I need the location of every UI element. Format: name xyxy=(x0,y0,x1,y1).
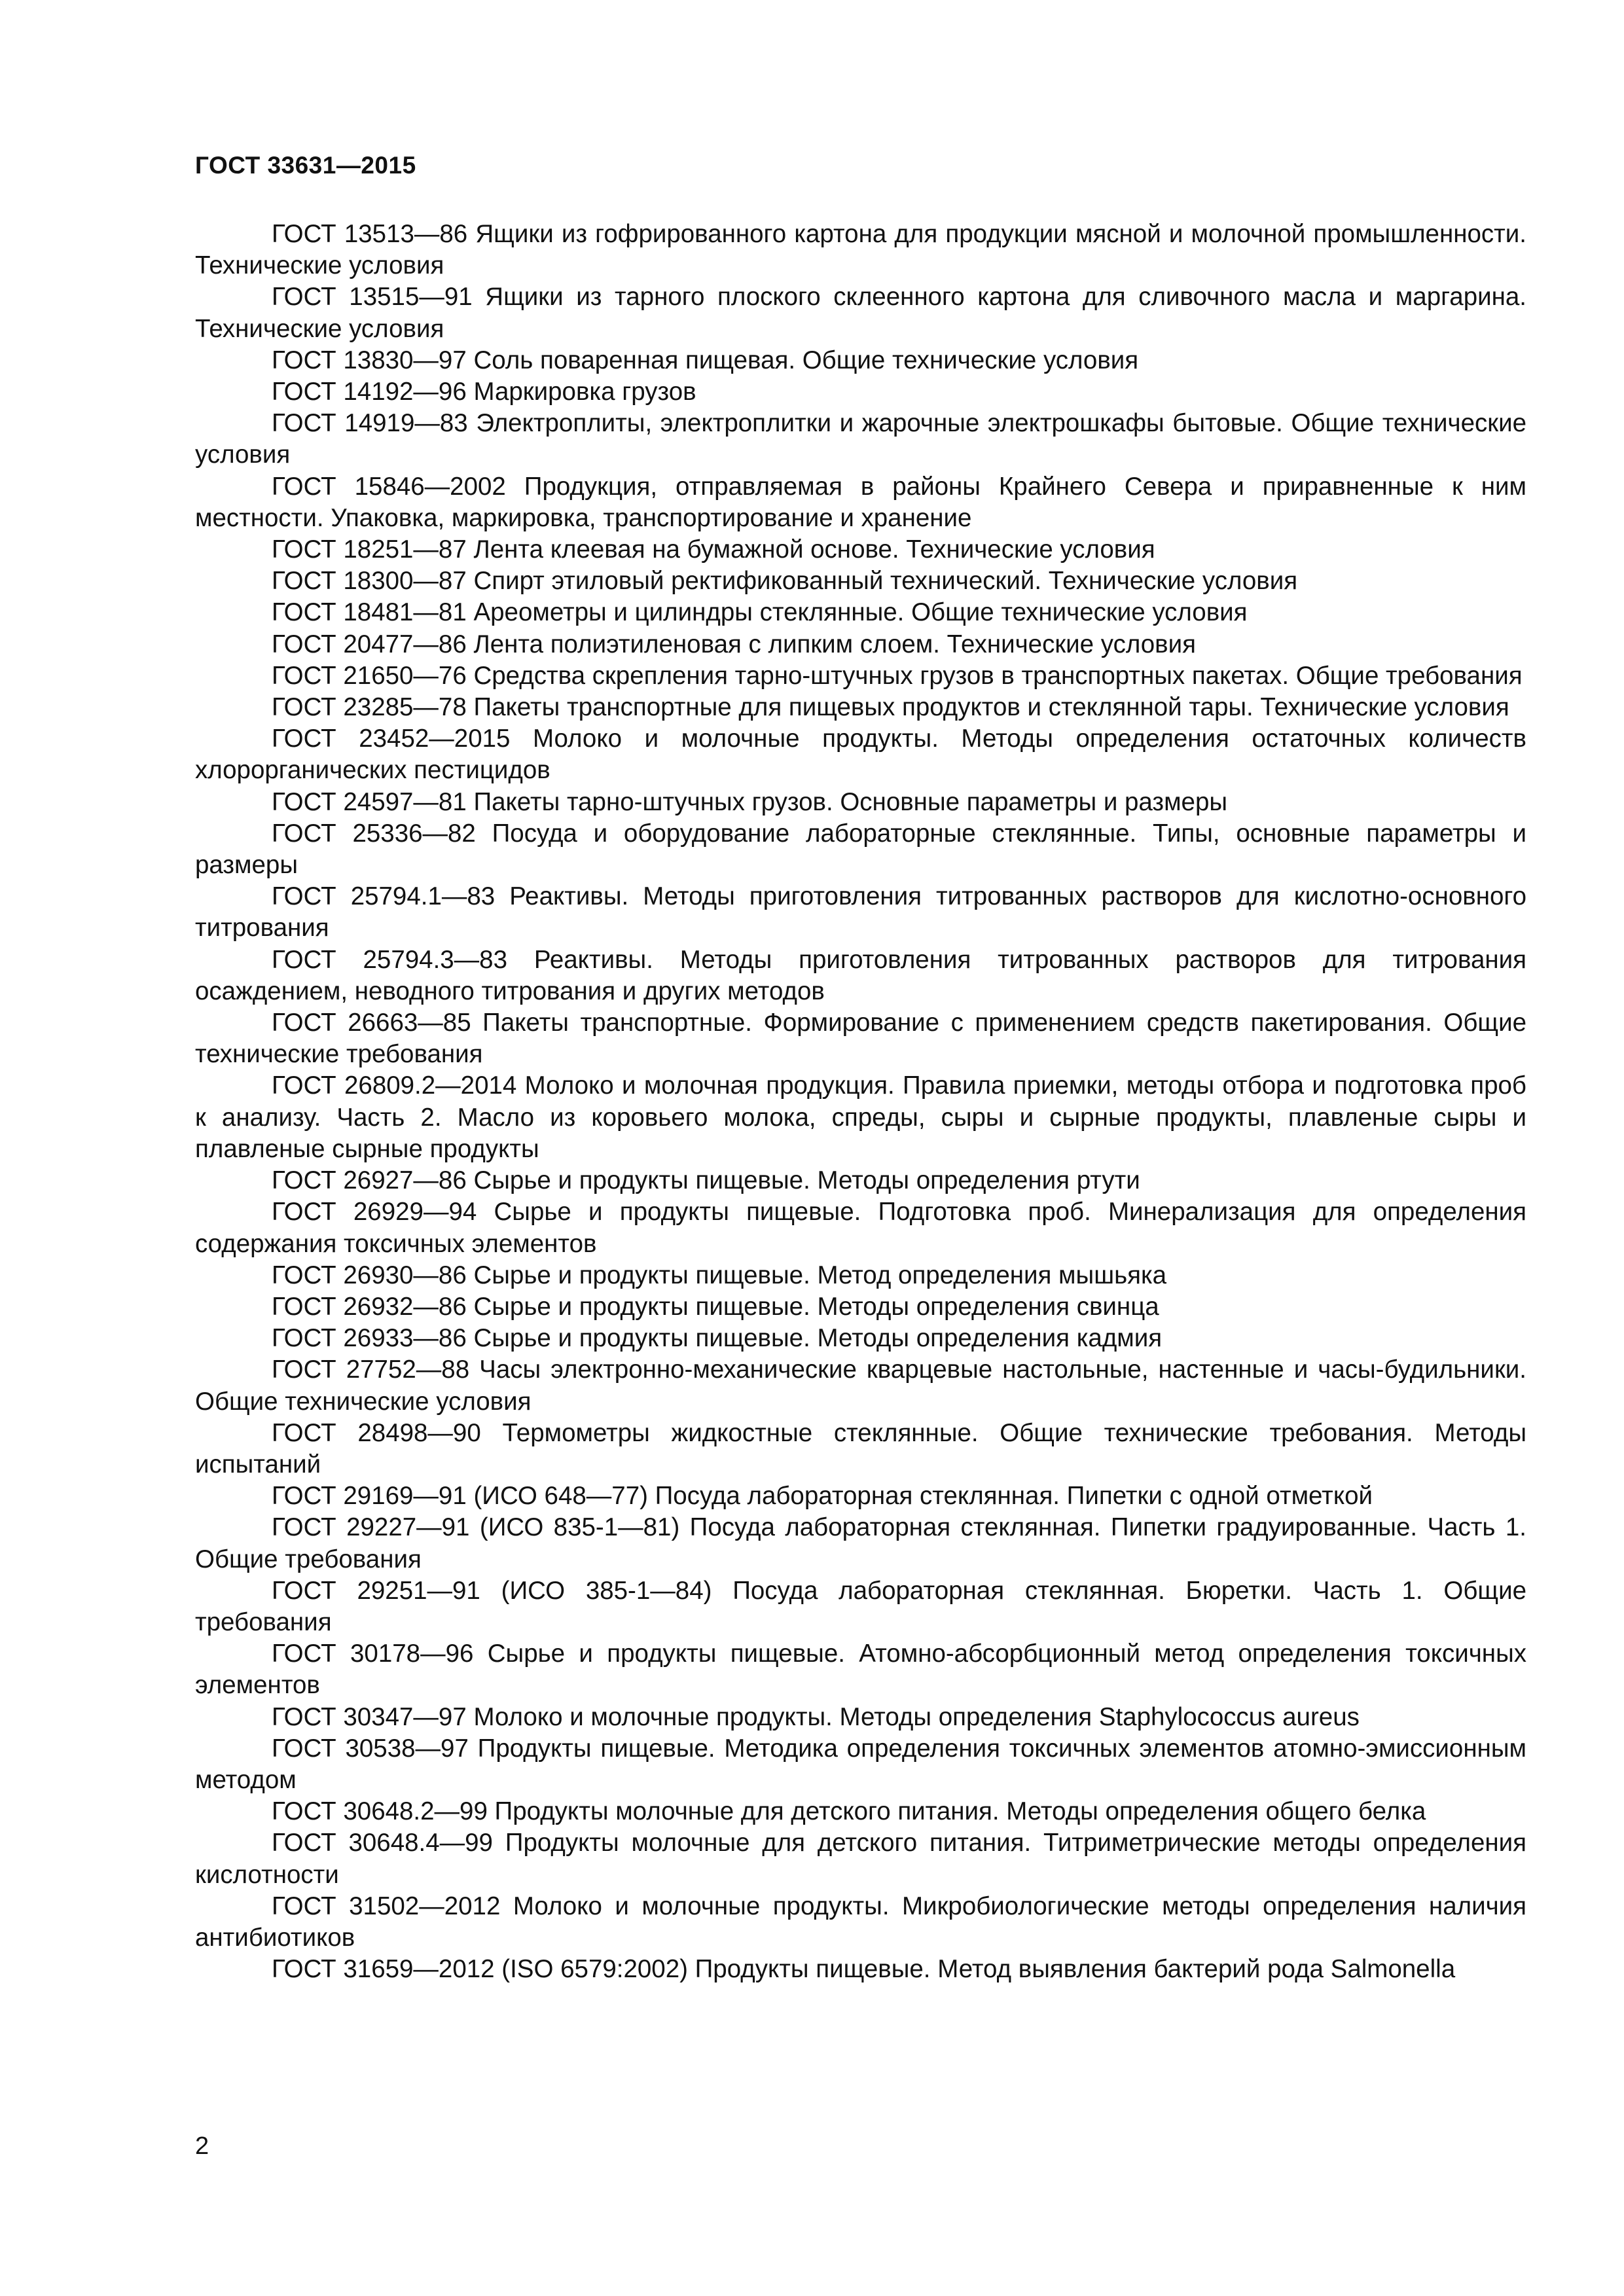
reference-item: ГОСТ 14192—96 Маркировка грузов xyxy=(272,378,696,406)
reference-item: ГОСТ 18251—87 Лента клеевая на бумажной основе. Технические условия xyxy=(272,535,1155,564)
reference-item: ГОСТ 25336—82 Посуда и оборудование лабораторные стеклянные. Типы, основные параметры и размеры xyxy=(195,819,1526,880)
reference-item: ГОСТ 31659—2012 (ISO 6579:2002) Продукты пищевые. Метод выявления бактерий рода Salmonella xyxy=(272,1955,1456,1984)
reference-item: ГОСТ 29251—91 (ИСО 385-1—84) Посуда лабораторная стеклянная. Бюретки. Часть 1. Общие требования xyxy=(195,1576,1526,1636)
reference-item: ГОСТ 26663—85 Пакеты транспортные. Формирование с применением средств пакетирования. Общие технические требования xyxy=(195,1009,1526,1069)
reference-item: ГОСТ 15846—2002 Продукция, отправляемая в районы Крайнего Севера и приравненные к ним местности. Упаковка, маркировка, транспортирование и хранение xyxy=(195,472,1526,532)
reference-item: ГОСТ 13830—97 Соль поваренная пищевая. Общие технические условия xyxy=(272,346,1139,374)
reference-item: ГОСТ 30648.4—99 Продукты молочные для детского питания. Титриметрические методы определения кислотности xyxy=(195,1829,1526,1889)
reference-item: ГОСТ 27752—88 Часы электронно-механические кварцевые настольные, настенные и часы-будильники. Общие технические условия xyxy=(195,1355,1526,1416)
reference-item: ГОСТ 26927—86 Сырье и продукты пищевые. Методы определения ртути xyxy=(272,1166,1140,1195)
reference-item: ГОСТ 18481—81 Ареометры и цилиндры стеклянные. Общие технические условия xyxy=(272,598,1248,627)
reference-item: ГОСТ 25794.1—83 Реактивы. Методы приготовления титрованных растворов для кислотно-основного титрования xyxy=(195,882,1526,942)
reference-item: ГОСТ 26929—94 Сырье и продукты пищевые. Подготовка проб. Минерализация для определения содержания токсичных элементов xyxy=(195,1198,1526,1258)
reference-item: ГОСТ 29169—91 (ИСО 648—77) Посуда лабораторная стеклянная. Пипетки с одной отметкой xyxy=(272,1482,1373,1511)
reference-item: ГОСТ 25794.3—83 Реактивы. Методы приготовления титрованных растворов для титрования осаждением, неводного титрования и других методов xyxy=(195,945,1526,1005)
reference-item: ГОСТ 23452—2015 Молоко и молочные продукты. Методы определения остаточных количеств хлорорганических пестицидов xyxy=(195,725,1526,785)
reference-item: ГОСТ 30347—97 Молоко и молочные продукты. Методы определения Staphylococcus aureus xyxy=(272,1702,1360,1731)
reference-item: ГОСТ 18300—87 Спирт этиловый ректификованный технический. Технические условия xyxy=(272,567,1298,596)
reference-item: ГОСТ 30178—96 Сырье и продукты пищевые. Атомно-абсорбционный метод определения токсичных элементов xyxy=(195,1640,1526,1700)
reference-item: ГОСТ 28498—90 Термометры жидкостные стеклянные. Общие технические требования. Методы испытаний xyxy=(195,1418,1526,1479)
reference-item: ГОСТ 29227—91 (ИСО 835-1—81) Посуда лабораторная стеклянная. Пипетки градуированные. Часть 1. Общие требования xyxy=(195,1513,1526,1573)
reference-item: ГОСТ 13515—91 Ящики из тарного плоского склеенного картона для сливочного масла и маргарина. Технические условия xyxy=(195,283,1526,343)
reference-item: ГОСТ 30648.2—99 Продукты молочные для детского питания. Методы определения общего белка xyxy=(272,1797,1426,1826)
reference-item: ГОСТ 26809.2—2014 Молоко и молочная продукция. Правила приемки, методы отбора и подготовка проб к анализу. Часть 2. Масло из коровьего молока, спреды, сыры и сырные продукты, плавленые сыры и плавленые сырные продукты xyxy=(195,1071,1526,1163)
reference-item: ГОСТ 26932—86 Сырье и продукты пищевые. Методы определения свинца xyxy=(272,1292,1159,1321)
page-number: 2 xyxy=(195,2132,209,2160)
normative-references-list xyxy=(195,219,1526,1985)
reference-item: ГОСТ 26933—86 Сырье и продукты пищевые. Методы определения кадмия xyxy=(272,1324,1163,1353)
reference-item: ГОСТ 30538—97 Продукты пищевые. Методика определения токсичных элементов атомно-эмиссионным методом xyxy=(195,1734,1526,1794)
document-header: ГОСТ 33631—2015 xyxy=(195,152,416,179)
reference-item: ГОСТ 21650—76 Средства скрепления тарно-штучных грузов в транспортных пакетах. Общие требования xyxy=(272,661,1523,690)
reference-item: ГОСТ 14919—83 Электроплиты, электроплитки и жарочные электрошкафы бытовые. Общие технические условия xyxy=(195,409,1526,469)
reference-item: ГОСТ 23285—78 Пакеты транспортные для пищевых продуктов и стеклянной тары. Технические условия xyxy=(272,693,1509,722)
reference-item: ГОСТ 24597—81 Пакеты тарно-штучных грузов. Основные параметры и размеры xyxy=(272,787,1228,816)
reference-item: ГОСТ 31502—2012 Молоко и молочные продукты. Микробиологические методы определения наличия антибиотиков xyxy=(195,1892,1526,1952)
reference-item: ГОСТ 13513—86 Ящики из гофрированного картона для продукции мясной и молочной промышленности. Технические условия xyxy=(195,220,1526,280)
reference-item: ГОСТ 26930—86 Сырье и продукты пищевые. Метод определения мышьяка xyxy=(272,1261,1167,1289)
reference-item: ГОСТ 20477—86 Лента полиэтиленовая с липким слоем. Технические условия xyxy=(272,630,1196,658)
